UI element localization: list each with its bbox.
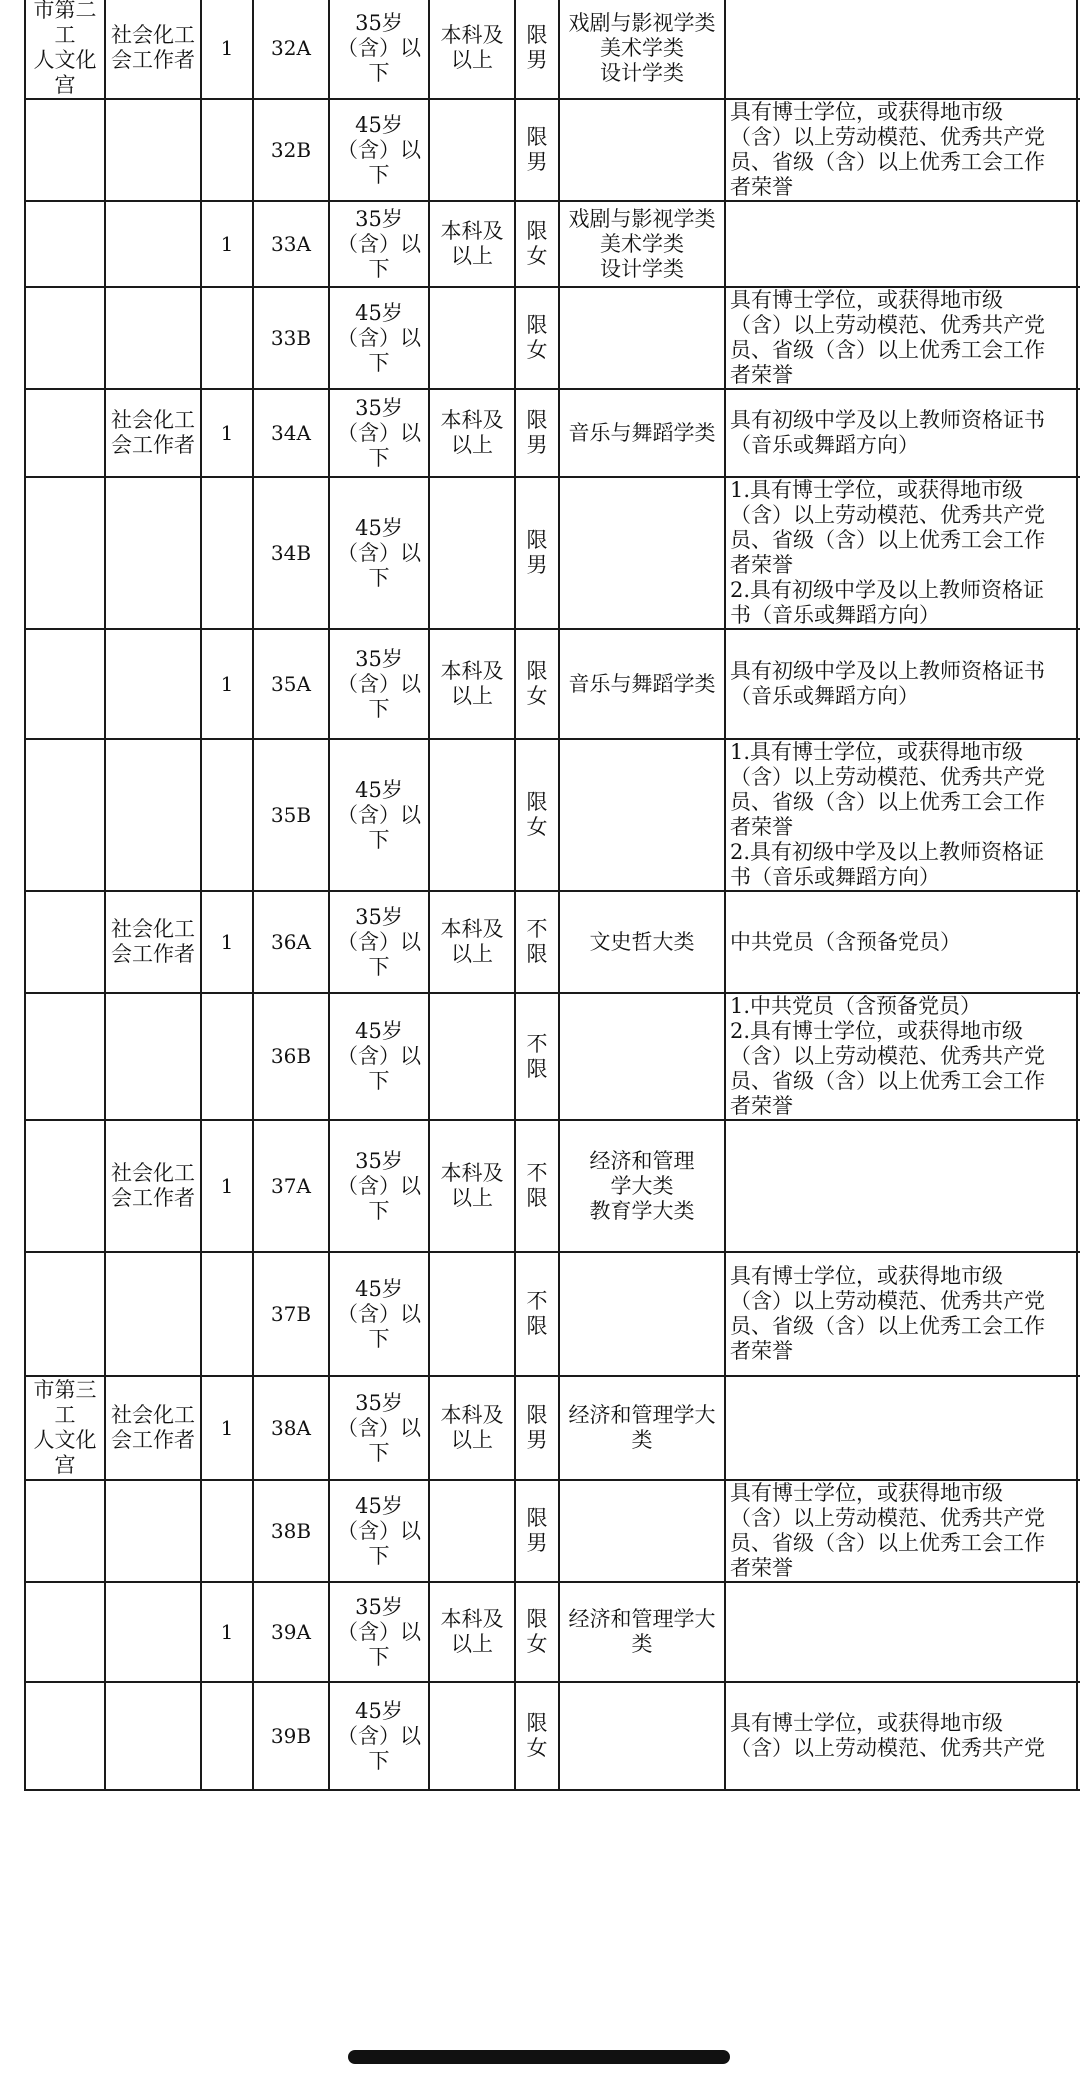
age-limit-cell-text: 45岁 （含）以 下 xyxy=(337,1019,421,1093)
education-cell-text: 本科及 以上 xyxy=(440,23,504,72)
requirements-cell xyxy=(725,891,1077,993)
education-cell-text: 本科及 以上 xyxy=(440,917,504,966)
age-limit-cell xyxy=(329,287,429,389)
education-cell xyxy=(429,287,515,389)
post-name-cell xyxy=(105,1682,201,1790)
post-code-cell-text: 37B xyxy=(270,1301,312,1326)
gender-cell-text: 限 男 xyxy=(526,23,548,72)
major-cell xyxy=(559,389,725,477)
gender-cell-text: 限 男 xyxy=(526,1403,548,1452)
education-cell-text: 本科及 以上 xyxy=(440,659,504,708)
unit-cell xyxy=(25,201,105,287)
education-cell xyxy=(429,739,515,891)
post-code-cell xyxy=(253,739,329,891)
unit-cell-text: 市第三 工 人文化 宫 xyxy=(33,1378,97,1477)
major-cell xyxy=(559,201,725,287)
table-row xyxy=(25,1252,1080,1376)
gender-cell-text: 限 女 xyxy=(526,1711,548,1760)
requirements-cell xyxy=(725,739,1077,891)
post-code-cell xyxy=(253,1252,329,1376)
hire-count-cell-text: 1 xyxy=(220,1415,234,1440)
hire-count-cell xyxy=(201,201,253,287)
major-cell xyxy=(559,0,725,99)
hire-count-cell xyxy=(201,891,253,993)
requirements-cell-text: 1.具有博士学位，或获得地市级 （含）以上劳动模范、优秀共产党 员、省级（含）以上优秀工会工作 者荣誉 2.具有初级中学及以上教师资格证 书（音乐或舞蹈方向） xyxy=(730,740,1045,889)
requirements-cell xyxy=(725,993,1077,1120)
post-code-cell-text: 38B xyxy=(270,1518,312,1543)
major-cell xyxy=(559,1376,725,1480)
major-cell xyxy=(559,1252,725,1376)
education-cell xyxy=(429,99,515,201)
gender-cell xyxy=(515,891,559,993)
hire-count-cell xyxy=(201,0,253,99)
post-name-cell xyxy=(105,287,201,389)
age-limit-cell-text: 35岁 （含）以 下 xyxy=(337,646,421,721)
recruitment-table xyxy=(24,0,1080,1791)
major-cell xyxy=(559,1480,725,1582)
table-row xyxy=(25,739,1080,891)
hire-count-cell-text: 1 xyxy=(220,231,234,256)
gender-cell xyxy=(515,1480,559,1582)
hire-count-cell-text: 1 xyxy=(220,929,234,954)
age-limit-cell xyxy=(329,477,429,629)
table-row xyxy=(25,201,1080,287)
requirements-cell xyxy=(725,477,1077,629)
table-row xyxy=(25,891,1080,993)
post-code-cell xyxy=(253,287,329,389)
unit-cell-text: 市第二 工 人文化 宫 xyxy=(33,0,97,97)
major-cell xyxy=(559,477,725,629)
age-limit-cell xyxy=(329,739,429,891)
post-code-cell-text: 39B xyxy=(270,1723,312,1748)
age-limit-cell-text: 35岁 （含）以 下 xyxy=(337,10,421,85)
post-code-cell xyxy=(253,389,329,477)
education-cell xyxy=(429,1252,515,1376)
gender-cell xyxy=(515,629,559,739)
post-name-cell xyxy=(105,477,201,629)
education-cell-text: 本科及 以上 xyxy=(440,1403,504,1452)
post-code-cell xyxy=(253,1682,329,1790)
education-cell xyxy=(429,993,515,1120)
gender-cell-text: 限 男 xyxy=(526,1506,548,1555)
post-code-cell-text: 33A xyxy=(271,231,311,256)
gender-cell-text: 不 限 xyxy=(526,1161,548,1210)
post-name-cell xyxy=(105,0,201,99)
post-name-cell xyxy=(105,389,201,477)
education-cell xyxy=(429,1582,515,1682)
age-limit-cell xyxy=(329,201,429,287)
gender-cell-text: 限 男 xyxy=(526,528,548,577)
age-limit-cell-text: 35岁 （含）以 下 xyxy=(337,395,421,470)
post-code-cell-text: 33B xyxy=(270,325,312,350)
post-name-cell xyxy=(105,1376,201,1480)
major-cell xyxy=(559,1582,725,1682)
education-cell xyxy=(429,1376,515,1480)
major-cell-text: 经济和管理学大 类 xyxy=(568,1403,716,1452)
post-name-cell xyxy=(105,993,201,1120)
post-code-cell-text: 36A xyxy=(271,929,311,954)
requirements-cell-text: 中共党员（含预备党员） xyxy=(730,929,961,954)
major-cell xyxy=(559,891,725,993)
unit-cell xyxy=(25,739,105,891)
age-limit-cell-text: 45岁 （含）以 下 xyxy=(337,515,421,590)
post-code-cell xyxy=(253,629,329,739)
gender-cell xyxy=(515,389,559,477)
education-cell-text: 本科及 以上 xyxy=(440,408,504,457)
home-indicator-bar[interactable] xyxy=(348,2050,730,2064)
unit-cell xyxy=(25,99,105,201)
hire-count-cell xyxy=(201,993,253,1120)
unit-cell xyxy=(25,1682,105,1790)
post-code-cell-text: 35A xyxy=(271,671,311,696)
age-limit-cell-text: 45岁 （含）以 下 xyxy=(337,1276,421,1351)
gender-cell-text: 限 女 xyxy=(526,790,548,839)
gender-cell-text: 限 女 xyxy=(526,659,548,708)
education-cell xyxy=(429,1480,515,1582)
post-name-cell xyxy=(105,99,201,201)
age-limit-cell xyxy=(329,1480,429,1582)
post-name-cell-text: 社会化工 会工作者 xyxy=(111,23,195,72)
requirements-cell-text: 1.中共党员（含预备党员） 2.具有博士学位，或获得地市级 （含）以上劳动模范、优秀共产党 员、省级（含）以上优秀工会工作 者荣誉 xyxy=(730,994,1045,1118)
requirements-cell xyxy=(725,1582,1077,1682)
age-limit-cell-text: 35岁 （含）以 下 xyxy=(337,1594,421,1669)
gender-cell xyxy=(515,201,559,287)
unit-cell xyxy=(25,1582,105,1682)
unit-cell xyxy=(25,287,105,389)
hire-count-cell-text: 1 xyxy=(220,1619,234,1644)
major-cell-text: 经济和管理 学大类 教育学大类 xyxy=(589,1148,695,1223)
major-cell xyxy=(559,1120,725,1252)
hire-count-cell xyxy=(201,1376,253,1480)
age-limit-cell-text: 45岁 （含）以 下 xyxy=(337,777,421,852)
post-code-cell xyxy=(253,99,329,201)
table-row xyxy=(25,389,1080,477)
hire-count-cell xyxy=(201,739,253,891)
table-row xyxy=(25,629,1080,739)
unit-cell xyxy=(25,477,105,629)
hire-count-cell xyxy=(201,1682,253,1790)
hire-count-cell xyxy=(201,1480,253,1582)
gender-cell xyxy=(515,287,559,389)
post-name-cell xyxy=(105,1252,201,1376)
age-limit-cell xyxy=(329,1376,429,1480)
education-cell xyxy=(429,1120,515,1252)
post-name-cell xyxy=(105,629,201,739)
education-cell xyxy=(429,0,515,99)
education-cell-text: 本科及 以上 xyxy=(440,1161,504,1210)
age-limit-cell xyxy=(329,1582,429,1682)
gender-cell-text: 限 女 xyxy=(526,1607,548,1656)
requirements-cell-text: 具有初级中学及以上教师资格证书 （音乐或舞蹈方向） xyxy=(730,408,1045,457)
post-name-cell-text: 社会化工 会工作者 xyxy=(111,1161,195,1210)
post-code-cell-text: 32A xyxy=(271,35,311,60)
age-limit-cell-text: 45岁 （含）以 下 xyxy=(337,1493,421,1568)
unit-cell xyxy=(25,1120,105,1252)
major-cell-text: 音乐与舞蹈学类 xyxy=(568,671,716,696)
requirements-cell xyxy=(725,1252,1077,1376)
age-limit-cell xyxy=(329,1682,429,1790)
age-limit-cell-text: 45岁 （含）以 下 xyxy=(337,112,421,187)
unit-cell xyxy=(25,1376,105,1480)
unit-cell xyxy=(25,891,105,993)
hire-count-cell-text: 1 xyxy=(220,35,234,60)
major-cell-text: 文史哲大类 xyxy=(589,929,695,954)
hire-count-cell xyxy=(201,287,253,389)
table-row xyxy=(25,287,1080,389)
table-row xyxy=(25,1682,1080,1790)
table-body xyxy=(25,0,1080,1790)
gender-cell xyxy=(515,993,559,1120)
post-code-cell-text: 39A xyxy=(271,1619,311,1644)
major-cell xyxy=(559,629,725,739)
education-cell-text: 本科及 以上 xyxy=(440,219,504,268)
post-code-cell xyxy=(253,1376,329,1480)
requirements-cell xyxy=(725,1480,1077,1582)
age-limit-cell xyxy=(329,993,429,1120)
requirements-cell xyxy=(725,201,1077,287)
gender-cell xyxy=(515,0,559,99)
hire-count-cell-text: 1 xyxy=(220,420,234,445)
post-name-cell-text: 社会化工 会工作者 xyxy=(111,408,195,457)
major-cell xyxy=(559,287,725,389)
hire-count-cell xyxy=(201,389,253,477)
requirements-cell-text: 具有博士学位，或获得地市级 （含）以上劳动模范、优秀共产党 员、省级（含）以上优秀工会工作 者荣誉 xyxy=(730,100,1045,199)
hire-count-cell xyxy=(201,99,253,201)
post-name-cell xyxy=(105,739,201,891)
gender-cell xyxy=(515,1252,559,1376)
age-limit-cell xyxy=(329,99,429,201)
gender-cell-text: 限 男 xyxy=(526,408,548,457)
unit-cell xyxy=(25,993,105,1120)
post-code-cell xyxy=(253,1480,329,1582)
major-cell-text: 经济和管理学大 类 xyxy=(568,1607,716,1656)
post-code-cell-text: 32B xyxy=(270,137,312,162)
requirements-cell xyxy=(725,1682,1077,1790)
age-limit-cell-text: 45岁 （含）以 下 xyxy=(337,1698,421,1773)
hire-count-cell-text: 1 xyxy=(220,1173,234,1198)
hire-count-cell-text: 1 xyxy=(220,671,234,696)
hire-count-cell xyxy=(201,1120,253,1252)
table-row xyxy=(25,0,1080,99)
age-limit-cell xyxy=(329,629,429,739)
requirements-cell-text: 1.具有博士学位，或获得地市级 （含）以上劳动模范、优秀共产党 员、省级（含）以上优秀工会工作 者荣誉 2.具有初级中学及以上教师资格证 书（音乐或舞蹈方向） xyxy=(730,478,1045,627)
requirements-cell-text: 具有初级中学及以上教师资格证书 （音乐或舞蹈方向） xyxy=(730,659,1045,708)
unit-cell xyxy=(25,1480,105,1582)
requirements-cell-text: 具有博士学位，或获得地市级 （含）以上劳动模范、优秀共产党 员、省级（含）以上优秀工会工作 者荣誉 xyxy=(730,1264,1045,1363)
table-row xyxy=(25,1376,1080,1480)
gender-cell xyxy=(515,1582,559,1682)
gender-cell xyxy=(515,1376,559,1480)
gender-cell-text: 不 限 xyxy=(526,1031,548,1081)
post-code-cell-text: 38A xyxy=(271,1415,311,1440)
education-cell-text: 本科及 以上 xyxy=(440,1607,504,1656)
gender-cell-text: 不 限 xyxy=(526,1289,548,1338)
requirements-cell xyxy=(725,389,1077,477)
age-limit-cell xyxy=(329,1120,429,1252)
post-code-cell xyxy=(253,0,329,99)
education-cell xyxy=(429,201,515,287)
gender-cell xyxy=(515,477,559,629)
gender-cell xyxy=(515,99,559,201)
age-limit-cell xyxy=(329,891,429,993)
post-code-cell-text: 36B xyxy=(270,1044,312,1068)
unit-cell xyxy=(25,389,105,477)
post-code-cell xyxy=(253,1120,329,1252)
hire-count-cell xyxy=(201,1582,253,1682)
unit-cell xyxy=(25,1252,105,1376)
hire-count-cell xyxy=(201,629,253,739)
post-code-cell-text: 34B xyxy=(270,540,312,565)
table-row xyxy=(25,1480,1080,1582)
education-cell xyxy=(429,477,515,629)
age-limit-cell-text: 35岁 （含）以 下 xyxy=(337,1390,421,1465)
major-cell xyxy=(559,1682,725,1790)
requirements-cell xyxy=(725,629,1077,739)
table-row xyxy=(25,477,1080,629)
post-code-cell-text: 37A xyxy=(271,1173,311,1198)
requirements-cell xyxy=(725,0,1077,99)
gender-cell-text: 限 女 xyxy=(526,219,548,268)
major-cell-text: 戏剧与影视学类 美术学类 设计学类 xyxy=(568,206,716,281)
age-limit-cell xyxy=(329,389,429,477)
requirements-cell xyxy=(725,99,1077,201)
requirements-cell-text: 具有博士学位，或获得地市级 （含）以上劳动模范、优秀共产党 员、省级（含）以上优秀工会工作 者荣誉 xyxy=(730,288,1045,387)
requirements-cell xyxy=(725,1376,1077,1480)
post-code-cell xyxy=(253,993,329,1120)
post-code-cell xyxy=(253,1582,329,1682)
gender-cell-text: 限 男 xyxy=(526,125,548,174)
education-cell xyxy=(429,389,515,477)
age-limit-cell-text: 45岁 （含）以 下 xyxy=(337,300,421,375)
education-cell xyxy=(429,629,515,739)
unit-cell xyxy=(25,0,105,99)
major-cell xyxy=(559,993,725,1120)
gender-cell xyxy=(515,1120,559,1252)
age-limit-cell xyxy=(329,1252,429,1376)
post-name-cell xyxy=(105,201,201,287)
table-row xyxy=(25,1582,1080,1682)
major-cell-text: 戏剧与影视学类 美术学类 设计学类 xyxy=(568,10,716,85)
gender-cell xyxy=(515,739,559,891)
major-cell xyxy=(559,739,725,891)
post-code-cell xyxy=(253,477,329,629)
age-limit-cell-text: 35岁 （含）以 下 xyxy=(337,206,421,281)
table-row xyxy=(25,1120,1080,1252)
post-code-cell-text: 35B xyxy=(270,802,312,827)
age-limit-cell xyxy=(329,0,429,99)
gender-cell-text: 限 女 xyxy=(526,313,548,362)
post-name-cell xyxy=(105,1480,201,1582)
requirements-cell xyxy=(725,287,1077,389)
table-row xyxy=(25,99,1080,201)
gender-cell xyxy=(515,1682,559,1790)
hire-count-cell xyxy=(201,477,253,629)
age-limit-cell-text: 35岁 （含）以 下 xyxy=(337,1148,421,1223)
post-code-cell-text: 34A xyxy=(271,420,311,445)
post-code-cell xyxy=(253,201,329,287)
unit-cell xyxy=(25,629,105,739)
post-name-cell-text: 社会化工 会工作者 xyxy=(111,1403,195,1452)
requirements-cell-text: 具有博士学位，或获得地市级 （含）以上劳动模范、优秀共产党 员、省级（含）以上优秀工会工作 者荣誉 xyxy=(730,1481,1045,1580)
post-code-cell xyxy=(253,891,329,993)
post-name-cell xyxy=(105,1582,201,1682)
education-cell xyxy=(429,1682,515,1790)
requirements-cell xyxy=(725,1120,1077,1252)
major-cell-text: 音乐与舞蹈学类 xyxy=(568,420,716,445)
major-cell xyxy=(559,99,725,201)
hire-count-cell xyxy=(201,1252,253,1376)
gender-cell-text: 不 限 xyxy=(526,917,548,966)
table-row xyxy=(25,993,1080,1120)
education-cell xyxy=(429,891,515,993)
post-name-cell xyxy=(105,1120,201,1252)
post-name-cell-text: 社会化工 会工作者 xyxy=(111,917,195,966)
requirements-cell-text: 具有博士学位，或获得地市级 （含）以上劳动模范、优秀共产党 xyxy=(730,1711,1045,1760)
age-limit-cell-text: 35岁 （含）以 下 xyxy=(337,904,421,979)
post-name-cell xyxy=(105,891,201,993)
